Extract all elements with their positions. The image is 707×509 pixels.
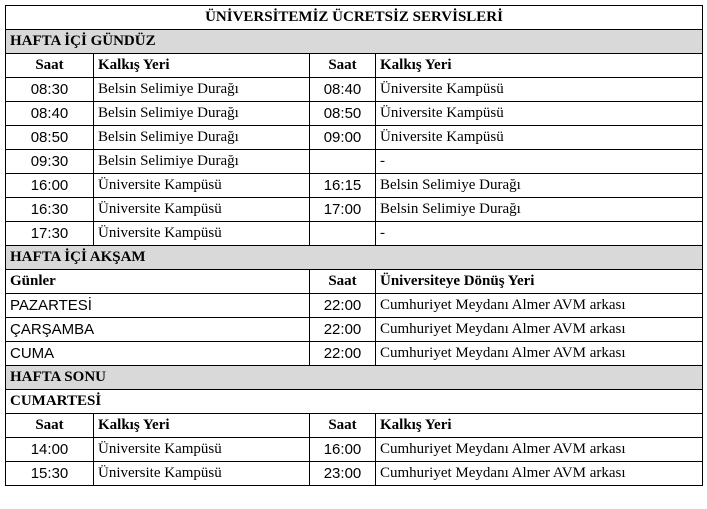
- column-header-time: Saat: [310, 54, 376, 78]
- column-header-time: Saat: [310, 270, 376, 294]
- return-place: Cumhuriyet Meydanı Almer AVM arkası: [376, 294, 703, 318]
- table-row: [6, 222, 703, 246]
- return-place: Belsin Selimiye Durağı: [376, 198, 703, 222]
- departure-place: Üniversite Kampüsü: [94, 198, 310, 222]
- header-row-weekend: [6, 414, 703, 438]
- return-place: -: [376, 222, 703, 246]
- return-time: 09:00: [310, 126, 376, 150]
- departure-time: 16:30: [6, 198, 94, 222]
- departure-time: 15:30: [6, 462, 94, 486]
- departure-time: 08:40: [6, 102, 94, 126]
- return-time: 08:50: [310, 102, 376, 126]
- evening-time: 22:00: [310, 294, 376, 318]
- day-name: ÇARŞAMBA: [6, 318, 310, 342]
- departure-time: 08:50: [6, 126, 94, 150]
- weekend-day-label: CUMARTESİ: [6, 390, 703, 414]
- table-row: [6, 126, 703, 150]
- evening-time: 22:00: [310, 342, 376, 366]
- column-header-time: Saat: [6, 54, 94, 78]
- page-title: ÜNİVERSİTEMİZ ÜCRETSİZ SERVİSLERİ: [6, 6, 703, 30]
- departure-time: 17:30: [6, 222, 94, 246]
- departure-place: Üniversite Kampüsü: [94, 438, 310, 462]
- table-row: [6, 78, 703, 102]
- departure-place: Belsin Selimiye Durağı: [94, 126, 310, 150]
- return-time: [310, 222, 376, 246]
- departure-place: Belsin Selimiye Durağı: [94, 102, 310, 126]
- schedule-document: [5, 5, 703, 486]
- return-place: Cumhuriyet Meydanı Almer AVM arkası: [376, 462, 703, 486]
- section-row-weekday-day: [6, 30, 703, 54]
- return-place: Üniversite Kampüsü: [376, 78, 703, 102]
- departure-time: 16:00: [6, 174, 94, 198]
- table-row: [6, 294, 703, 318]
- return-time: 16:00: [310, 438, 376, 462]
- return-time: [310, 150, 376, 174]
- departure-time: 08:30: [6, 78, 94, 102]
- section-row-weekend: [6, 366, 703, 390]
- table-row: [6, 102, 703, 126]
- return-time: 16:15: [310, 174, 376, 198]
- column-header-place: Kalkış Yeri: [94, 414, 310, 438]
- departure-time: 09:30: [6, 150, 94, 174]
- title-row: [6, 6, 703, 30]
- return-time: 08:40: [310, 78, 376, 102]
- section-heading-weekend: HAFTA SONU: [6, 366, 703, 390]
- return-place: Üniversite Kampüsü: [376, 126, 703, 150]
- table-row: [6, 438, 703, 462]
- return-place: Cumhuriyet Meydanı Almer AVM arkası: [376, 342, 703, 366]
- return-place: Cumhuriyet Meydanı Almer AVM arkası: [376, 318, 703, 342]
- table-row: [6, 150, 703, 174]
- return-place: Belsin Selimiye Durağı: [376, 174, 703, 198]
- evening-time: 22:00: [310, 318, 376, 342]
- table-row: [6, 462, 703, 486]
- section-heading-weekday-day: HAFTA İÇİ GÜNDÜZ: [6, 30, 703, 54]
- header-row-weekday-evening: [6, 270, 703, 294]
- column-header-place: Kalkış Yeri: [376, 54, 703, 78]
- table-row: [6, 174, 703, 198]
- section-row-weekday-evening: [6, 246, 703, 270]
- departure-place: Belsin Selimiye Durağı: [94, 150, 310, 174]
- return-place: Üniversite Kampüsü: [376, 102, 703, 126]
- shuttle-schedule-table: [5, 5, 703, 486]
- return-place: Cumhuriyet Meydanı Almer AVM arkası: [376, 438, 703, 462]
- section-heading-weekday-evening: HAFTA İÇİ AKŞAM: [6, 246, 703, 270]
- column-header-place: Kalkış Yeri: [376, 414, 703, 438]
- column-header-time: Saat: [310, 414, 376, 438]
- return-time: 17:00: [310, 198, 376, 222]
- column-header-place: Kalkış Yeri: [94, 54, 310, 78]
- table-row: [6, 318, 703, 342]
- return-place: -: [376, 150, 703, 174]
- return-time: 23:00: [310, 462, 376, 486]
- departure-place: Belsin Selimiye Durağı: [94, 78, 310, 102]
- column-header-return-place: Üniversiteye Dönüş Yeri: [376, 270, 703, 294]
- table-body: [6, 6, 703, 486]
- departure-place: Üniversite Kampüsü: [94, 222, 310, 246]
- header-row-weekday-day: [6, 54, 703, 78]
- departure-place: Üniversite Kampüsü: [94, 174, 310, 198]
- column-header-days: Günler: [6, 270, 310, 294]
- column-header-time: Saat: [6, 414, 94, 438]
- day-label-row-weekend: [6, 390, 703, 414]
- departure-time: 14:00: [6, 438, 94, 462]
- departure-place: Üniversite Kampüsü: [94, 462, 310, 486]
- day-name: CUMA: [6, 342, 310, 366]
- table-row: [6, 198, 703, 222]
- day-name: PAZARTESİ: [6, 294, 310, 318]
- table-row: [6, 342, 703, 366]
